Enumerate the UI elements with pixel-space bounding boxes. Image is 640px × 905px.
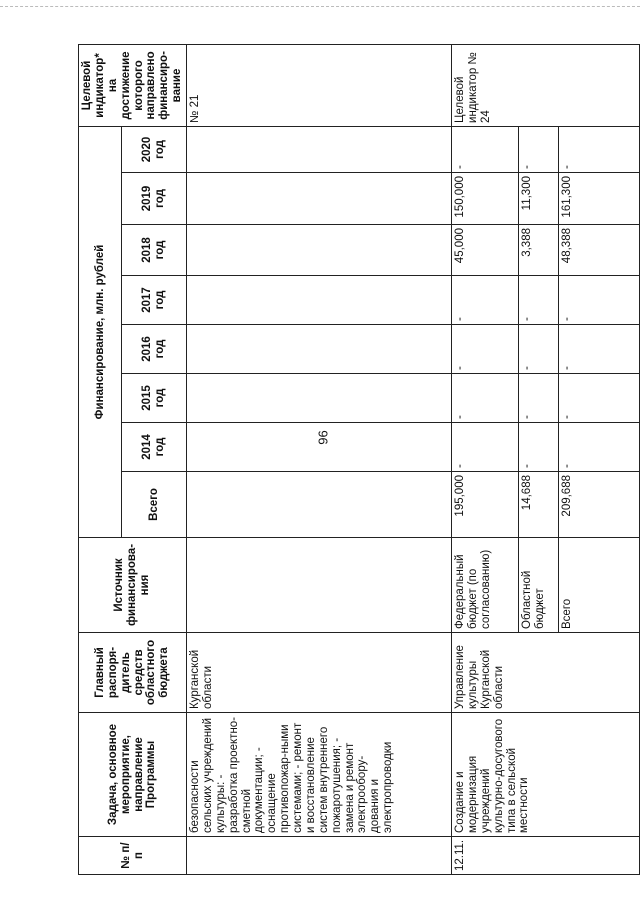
cell-value: 45,000 <box>452 225 519 276</box>
header-year-2015: 2015 год <box>122 374 187 423</box>
cell-value: - <box>559 126 640 172</box>
cell-value: - <box>452 325 519 374</box>
financing-table <box>78 44 640 875</box>
cell-value: - <box>452 126 519 172</box>
cell-total: 209,688 <box>559 472 640 538</box>
header-total: Всего <box>122 472 187 538</box>
cell-value: 11,300 <box>519 173 559 225</box>
header-year-2014: 2014 год <box>122 423 187 472</box>
cell-value: - <box>519 325 559 374</box>
header-financing: Финансирование, млн. рублей <box>79 126 122 537</box>
cell-value: 3,388 <box>519 225 559 276</box>
header-year-2019: 2019 год <box>122 173 187 225</box>
header-no: № п/п <box>79 837 187 875</box>
cell-total: 14,688 <box>519 472 559 538</box>
cell-task-continued: безопасности сельских учреждений культуры: - разработка проектно-сметной документации; - оснащение противопожар-ными системами; - ремонт и восстановление систем внутреннего пожаротушения; - замена и ремонт электрообору-дования и электропроводки <box>187 713 452 837</box>
cell-value: - <box>519 423 559 472</box>
cell-value: - <box>519 126 559 172</box>
cell-value: - <box>559 325 640 374</box>
cell-value: - <box>452 276 519 325</box>
cell-value: 161,300 <box>559 173 640 225</box>
cell-source: Областной бюджет <box>519 538 559 633</box>
cell-source: Всего <box>559 538 640 633</box>
cell-value: - <box>519 374 559 423</box>
page-number: 96 <box>315 430 331 445</box>
cell-value: - <box>559 423 640 472</box>
table-row-12-11-federal <box>452 44 519 874</box>
cell-indicator-21: № 21 <box>187 44 452 126</box>
cell-value: - <box>559 374 640 423</box>
cell-value: - <box>519 276 559 325</box>
header-indicator: Целевой индикатор* на достижение которого направлено финансиро-вание <box>79 44 187 126</box>
cell-manager-12-11: Управление культуры Курганской области <box>452 633 640 713</box>
header-year-2018: 2018 год <box>122 225 187 276</box>
cell-indicator-24: Целевой индикатор № 24 <box>452 44 640 126</box>
cell-value: - <box>452 423 519 472</box>
table-row-continued <box>187 44 452 874</box>
cell-value: - <box>452 374 519 423</box>
cell-value: 48,388 <box>559 225 640 276</box>
cell-value: - <box>559 276 640 325</box>
cell-task-12-11: Создание и модернизация учреждений культурно-досугового типа в сельской местности <box>452 713 640 837</box>
header-manager: Главный распоря-дитель средств областного бюджета <box>79 633 187 713</box>
header-year-2020: 2020 год <box>122 126 187 172</box>
cell-no-12-11: 12.11. <box>452 837 640 875</box>
cell-manager-continued: Курганской области <box>187 633 452 713</box>
header-task: Задача, основное мероприятие, направление Программы <box>79 713 187 837</box>
header-source: Источник финансирова-ния <box>79 538 187 633</box>
cell-no-empty <box>187 837 452 875</box>
cell-value: 150,000 <box>452 173 519 225</box>
header-year-2017: 2017 год <box>122 276 187 325</box>
rotated-table-container <box>78 45 640 875</box>
header-year-2016: 2016 год <box>122 325 187 374</box>
cell-total: 195,000 <box>452 472 519 538</box>
scan-top-border <box>0 6 640 7</box>
cell-source: Федеральный бюджет (по согласованию) <box>452 538 519 633</box>
